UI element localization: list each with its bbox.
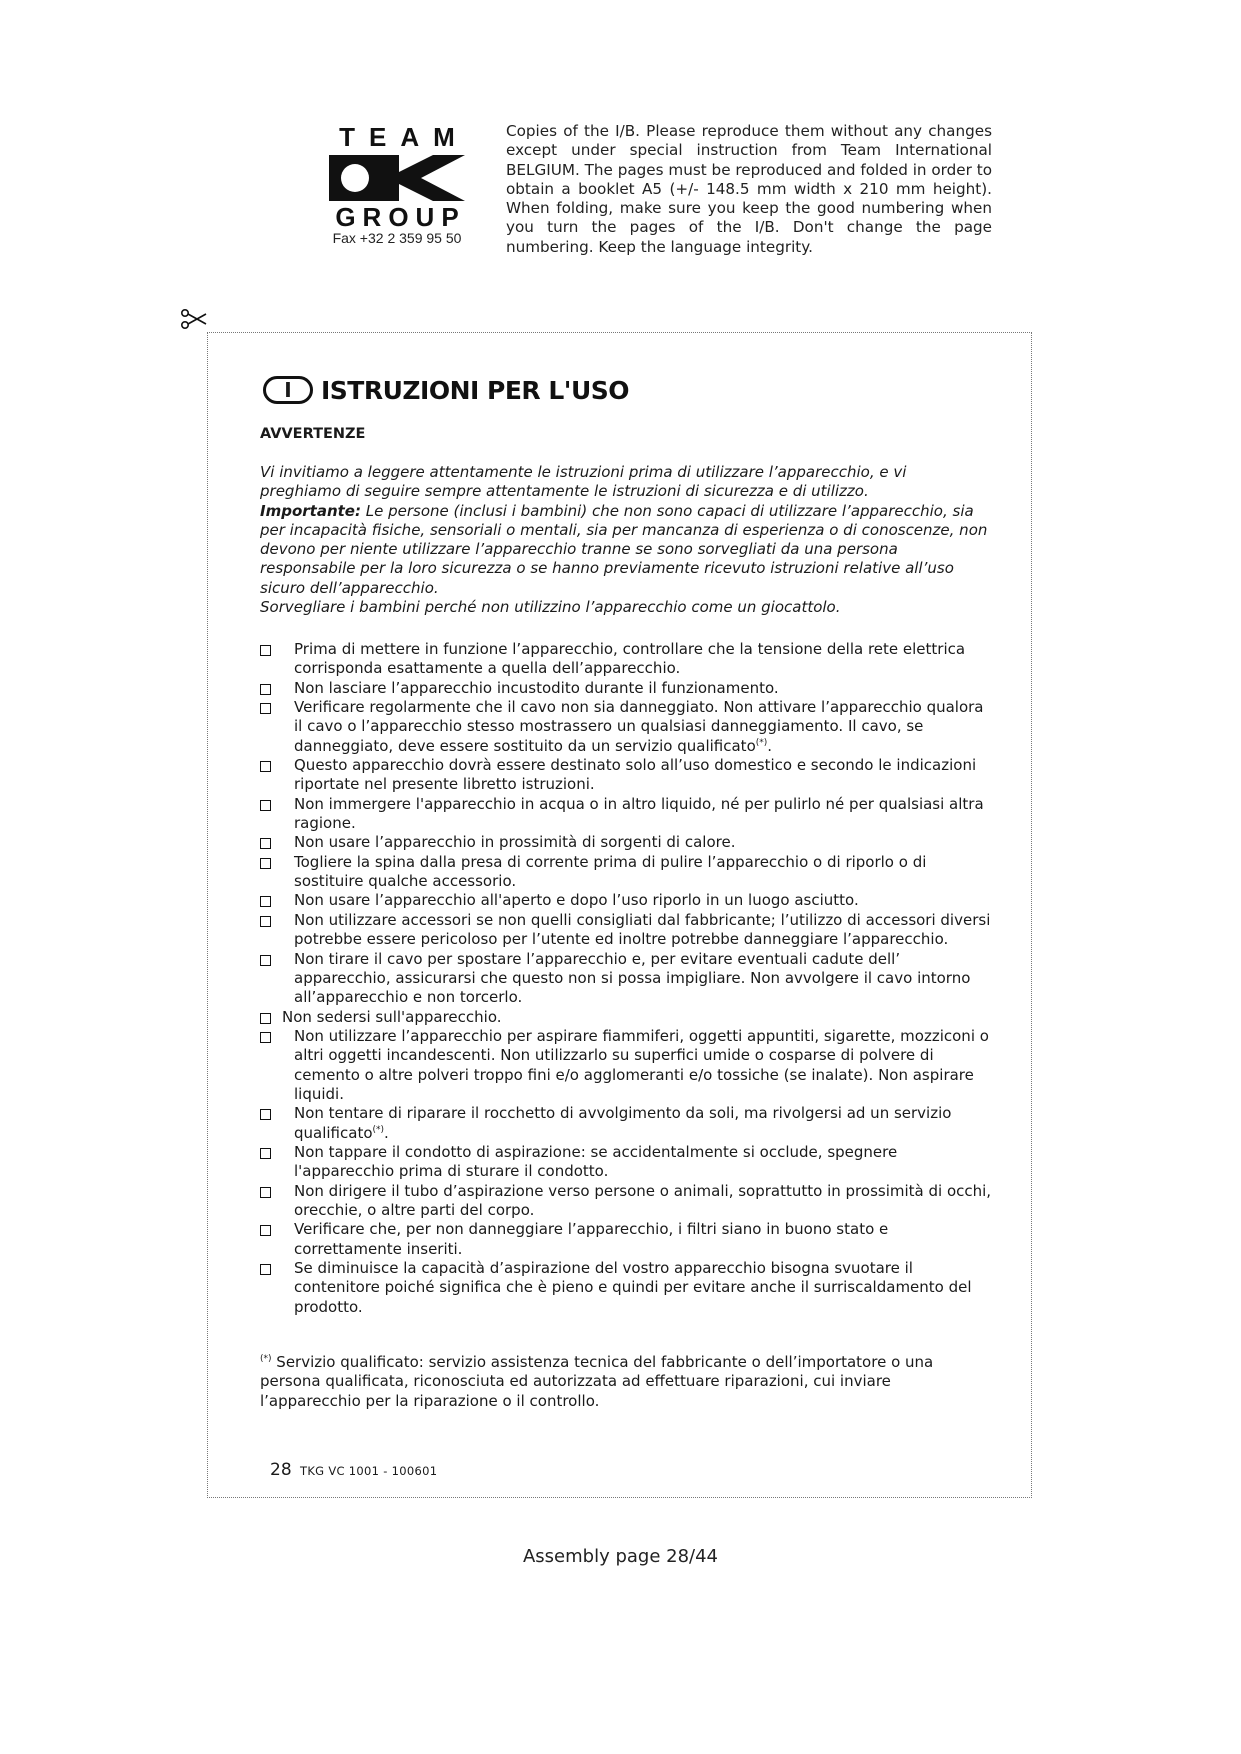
list-item: Questo apparecchio dovrà essere destinato solo all’uso domestico e secondo le indicazioni riportate nel presente libretto istruzioni. <box>260 756 995 795</box>
logo-top-word: TEAM <box>339 122 469 152</box>
scissors-icon <box>180 306 210 332</box>
important-text: Le persone (inclusi i bambini) che non sono capaci di utilizzare l’apparecchio, sia per incapacità fisiche, sensoriali o mentali, sia per mancanza di esperienza o di conoscenze, non devono per niente utilizzare l’apparecchio tranne se sono sorvegliati da una persona responsabile per la loro sicurezza o se hanno previamente ricevuto istruzioni relative all’uso sicuro dell’apparecchio. <box>260 501 988 597</box>
list-item: Non immergere l'apparecchio in acqua o in altro liquido, né per pulirlo né per qualsiasi altra ragione. <box>260 795 995 834</box>
footnote-text: Servizio qualificato: servizio assistenza tecnica del fabbricante o dell’importatore o una persona qualificata, riconosciuta ed autorizzata ad effettuare riparazioni, cui inviare l’apparecchio per la riparazione o il controllo. <box>260 1353 934 1410</box>
checkbox-icon <box>260 1109 271 1120</box>
intro-paragraph: Vi invitiamo a leggere attentamente le istruzioni prima di utilizzare l’apparecchio, e vi preghiamo di seguire sempre attentamente le istruzioni di sicurezza e di utilizzo. <box>260 463 907 501</box>
checkbox-icon <box>260 1225 271 1236</box>
checkbox-icon <box>260 955 271 966</box>
safety-rules-list <box>260 640 995 1317</box>
list-item: Verificare che, per non danneggiare l’apparecchio, i filtri siano in buono stato e correttamente inseriti. <box>260 1220 995 1259</box>
important-label: Importante: <box>260 501 361 520</box>
title-row <box>263 373 629 407</box>
footnote-mark: (*) <box>372 1124 385 1135</box>
page-number: 28 <box>270 1460 292 1480</box>
booklet-page <box>207 332 1032 1498</box>
list-item: Prima di mettere in funzione l’apparecchio, controllare che la tensione della rete elettrica corrisponda esattamente a quella dell’apparecchio. <box>260 640 995 679</box>
list-item: Non utilizzare l’apparecchio per aspirare fiammiferi, oggetti appuntiti, sigarette, mozziconi o altri oggetti incandescenti. Non utilizzarlo su superfici umide o cosparse di polvere di cemento o altre polveri troppo fini e/o agglomeranti e/o tossiche (se inalate). Non aspirare liquidi. <box>260 1027 995 1104</box>
checkbox-icon <box>260 684 271 695</box>
list-item: Non usare l’apparecchio all'aperto e dopo l’uso riporlo in un luogo asciutto. <box>260 891 995 910</box>
copy-instructions: Copies of the I/B. Please reproduce them without any changes except under special instruction from Team International BELGIUM. The pages must be reproduced and folded in order to obtain a booklet A5 (+/- 148.5 mm width x 210 mm height). When folding, make sure you keep the good numbering when you turn the pages of the I/B. Don't change the page numbering. Keep the language integrity. <box>506 122 992 256</box>
checkbox-icon <box>260 1032 271 1043</box>
checkbox-icon <box>260 896 271 907</box>
footnote-mark: (*) <box>755 737 768 748</box>
list-item: Togliere la spina dalla presa di corrente prima di pulire l’apparecchio o di riporlo o di sostituire qualche accessorio. <box>260 853 995 892</box>
supervision-paragraph: Sorvegliare i bambini perché non utilizzino l’apparecchio come un giocattolo. <box>260 598 841 617</box>
intro-text <box>260 463 990 617</box>
team-group-logo <box>318 122 476 232</box>
list-item: Non lasciare l’apparecchio incustodito durante il funzionamento. <box>260 679 995 698</box>
checkbox-icon <box>260 800 271 811</box>
list-item: Non sedersi sull'apparecchio. <box>260 1008 995 1027</box>
checkbox-icon <box>260 1013 271 1024</box>
important-paragraph <box>260 502 990 598</box>
checkbox-icon <box>260 703 271 714</box>
document-code: TKG VC 1001 - 100601 <box>300 1464 438 1478</box>
list-item: Non usare l’apparecchio in prossimità di sorgenti di calore. <box>260 833 995 852</box>
list-item: Non utilizzare accessori se non quelli consigliati dal fabbricante; l’utilizzo di accessori diversi potrebbe essere pericoloso per l’utente ed inoltre potrebbe danneggiare l’apparecchio. <box>260 911 995 950</box>
list-item: Non dirigere il tubo d’aspirazione verso persone o animali, soprattutto in prossimità di occhi, orecchie, o altre parti del corpo. <box>260 1182 995 1221</box>
list-item: Verificare regolarmente che il cavo non sia danneggiato. Non attivare l’apparecchio qualora il cavo o l’apparecchio stesso mostrassero un qualsiasi danneggiamento. Il cavo, se danneggiato, deve essere sostituito da un servizio qualificato(*). <box>260 698 995 756</box>
checkbox-icon <box>260 1264 271 1275</box>
language-badge: I <box>263 376 313 404</box>
list-item: Non tentare di riparare il rocchetto di avvolgimento da soli, ma rivolgersi ad un servizio qualificato(*). <box>260 1104 995 1143</box>
assembly-page-label: Assembly page 28/44 <box>522 1546 719 1567</box>
list-item: Non tappare il condotto di aspirazione: se accidentalmente si occlude, spegnere l'apparecchio prima di sturare il condotto. <box>260 1143 995 1182</box>
list-item: Se diminuisce la capacità d’aspirazione del vostro apparecchio bisogna svuotare il contenitore poiché significa che è pieno e quindi per evitare anche il surriscaldamento del prodotto. <box>260 1259 995 1317</box>
checkbox-icon <box>260 645 271 656</box>
fax-number: Fax +32 2 359 95 50 <box>332 230 462 246</box>
checkbox-icon <box>260 858 271 869</box>
checkbox-icon <box>260 1148 271 1159</box>
list-item: Non tirare il cavo per spostare l’apparecchio e, per evitare eventuali cadute dell’ apparecchio, assicurarsi che questo non si possa impigliare. Non avvolgere il cavo intorno all’apparecchio e non torcerlo. <box>260 950 995 1008</box>
section-heading: AVVERTENZE <box>260 426 366 442</box>
checkbox-icon <box>260 1187 271 1198</box>
logo-bottom-word: GROUP <box>335 202 466 232</box>
checkbox-icon <box>260 761 271 772</box>
page-title: ISTRUZIONI PER L'USO <box>321 375 630 405</box>
checkbox-icon <box>260 916 271 927</box>
footnote-mark: (*) <box>260 1354 272 1364</box>
checkbox-icon <box>260 838 271 849</box>
logo-mark-icon <box>329 154 465 202</box>
footnote <box>260 1353 990 1411</box>
